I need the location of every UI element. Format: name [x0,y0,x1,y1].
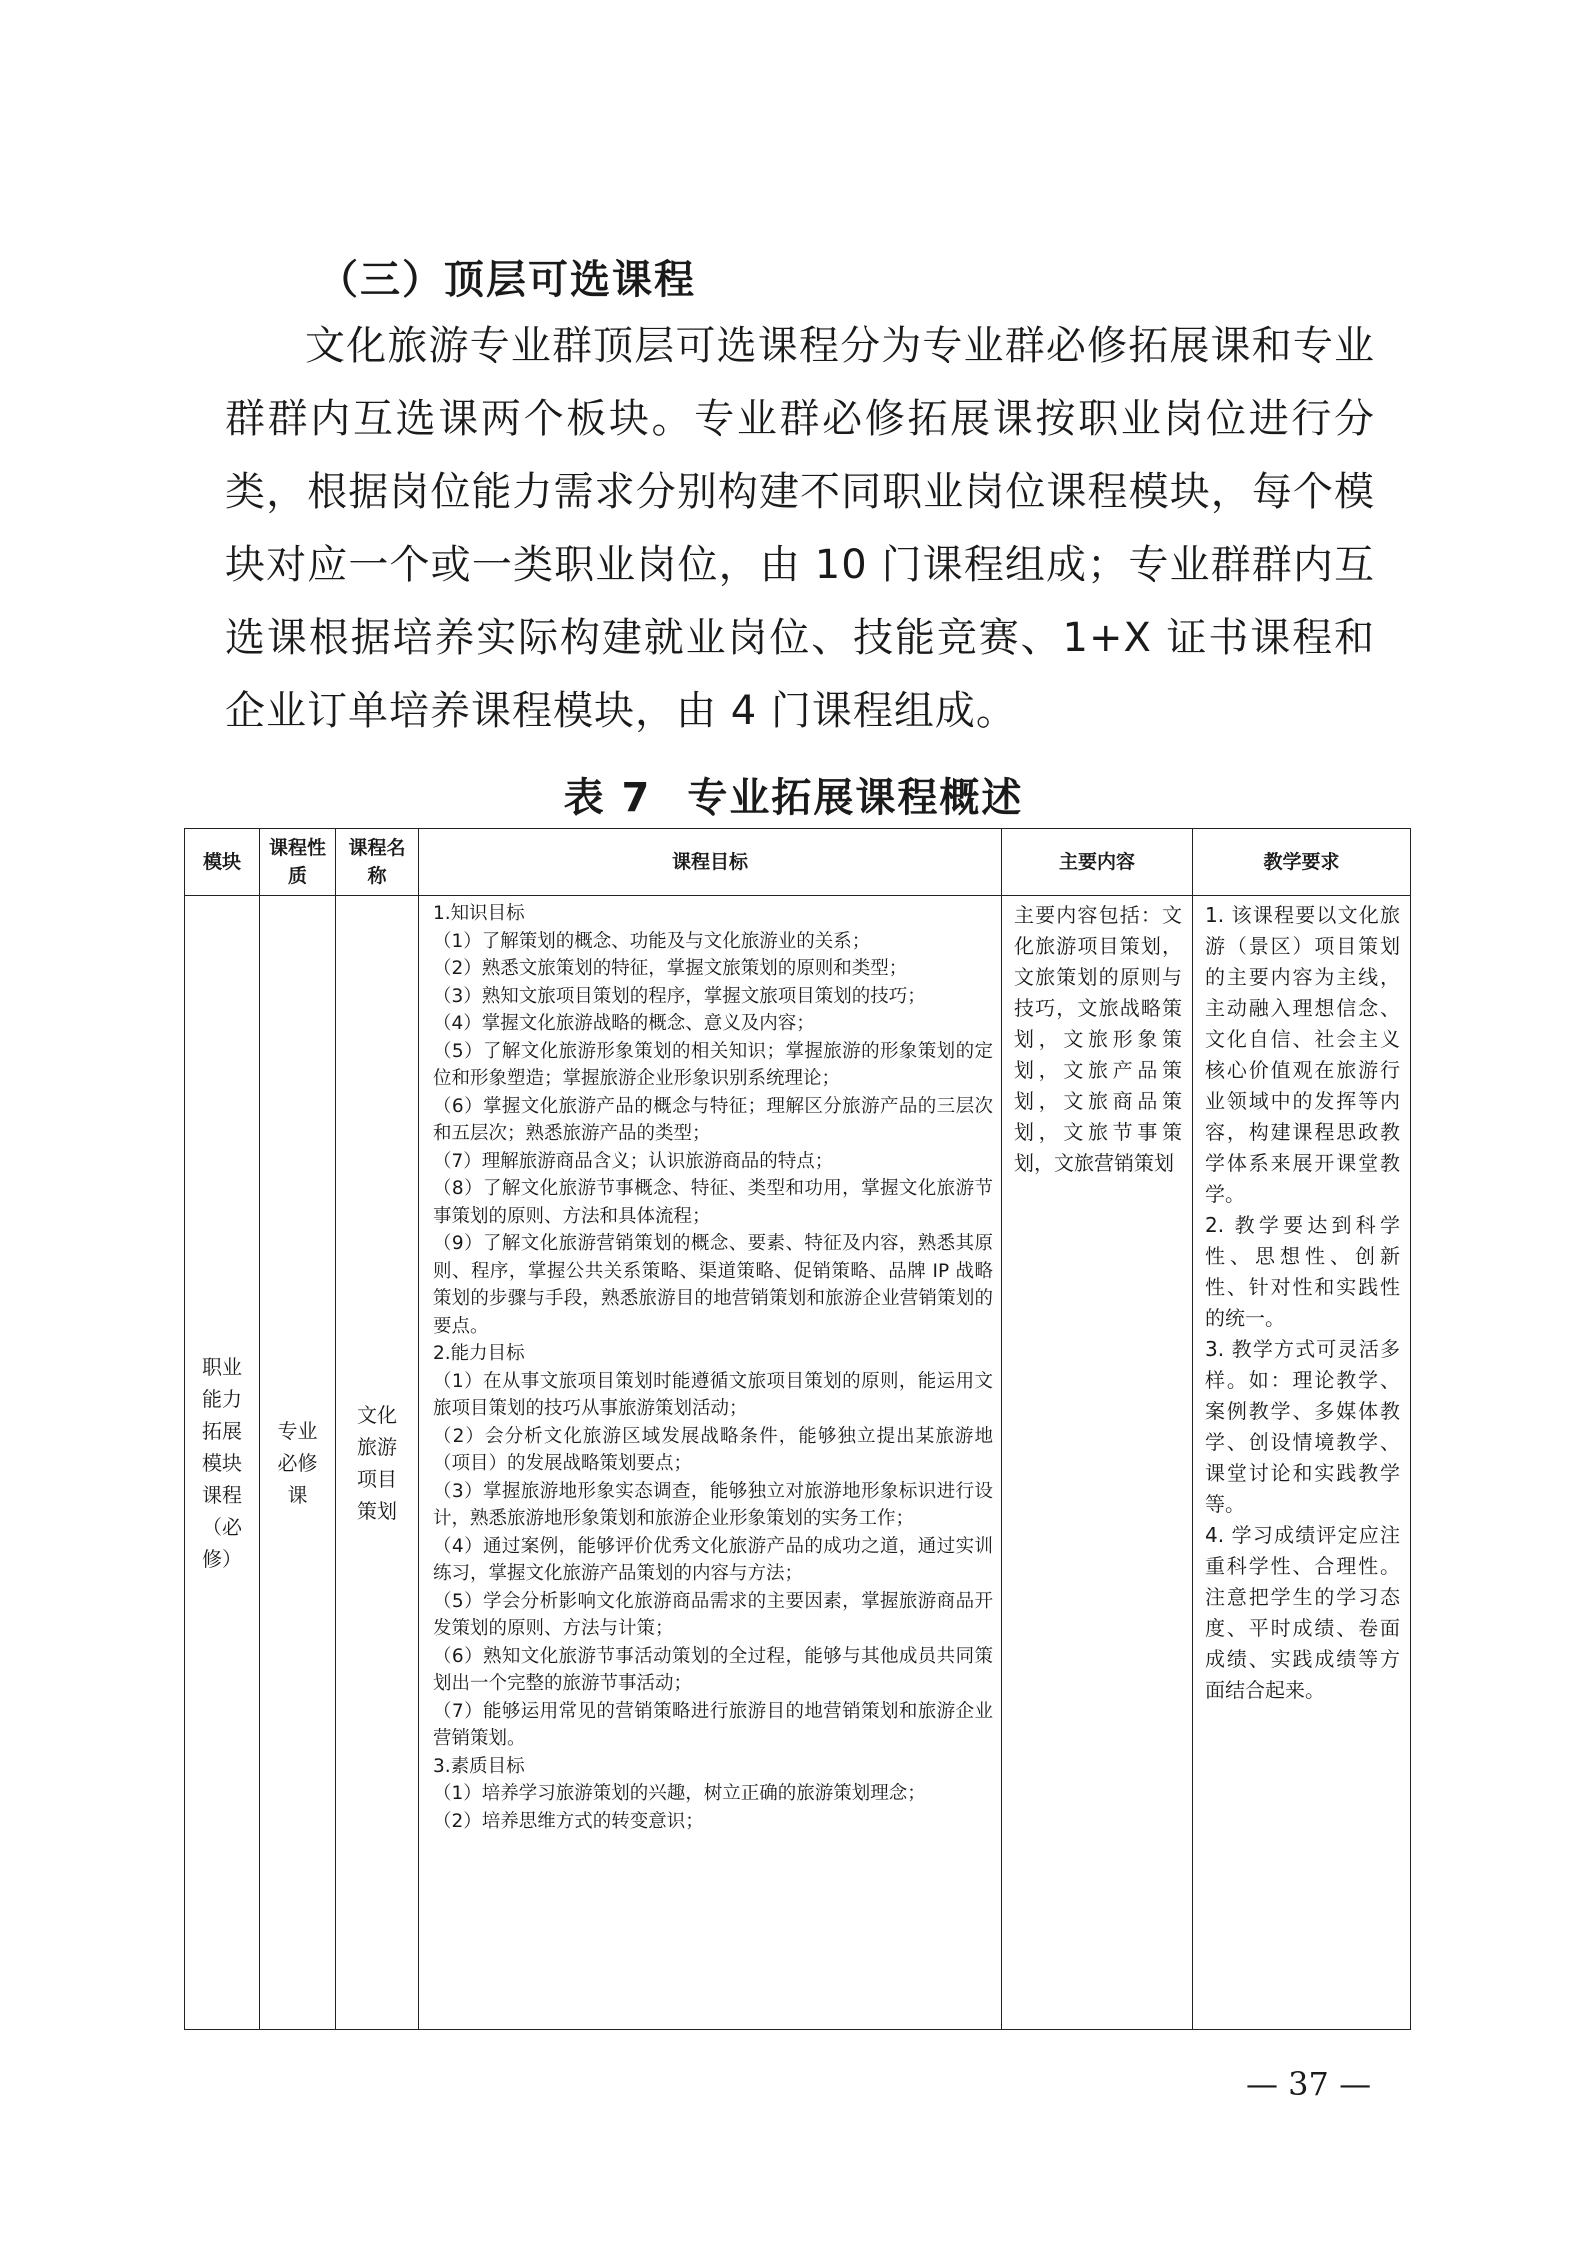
cell-name: 文化旅游项目策划 [336,896,419,2030]
header-goals: 课程目标 [419,829,1002,896]
goal-line: （1）了解策划的概念、功能及与文化旅游业的关系； [433,930,871,952]
requirement-line: 2. 教学要达到科学性、思想性、创新性、针对性和实践性的统一。 [1205,1213,1400,1330]
header-name: 课程名称 [336,829,419,896]
goal-line: （8）了解文化旅游节事概念、特征、类型和功用，掌握文化旅游节事策划的原则、方法和具体流程； [433,1178,993,1227]
table-caption-title: 专业拓展课程概述 [687,775,1024,821]
goal-line: 1.知识目标 [433,903,525,924]
cell-module: 职业能力拓展模块课程（必修） [185,896,260,2030]
header-nature: 课程性质 [260,829,336,896]
cell-content: 主要内容包括：文化旅游项目策划，文旅策划的原则与技巧，文旅战略策划，文旅形象策划，文旅产品策划，文旅商品策划，文旅节事策划，文旅营销策划 [1002,896,1193,2030]
goal-line: （2）培养思维方式的转变意识； [433,1810,704,1832]
table-caption [0,766,1587,823]
cell-nature: 专业必修课 [260,896,336,2030]
goal-line: （7）理解旅游商品含义；认识旅游商品的特点； [433,1150,834,1172]
goal-line: （9）了解文化旅游营销策划的概念、要素、特征及内容，熟悉其原则、程序，掌握公共关系策略、渠道策略、促销策略、品牌 IP 战略策划的步骤与手段，熟悉旅游目的地营销策划和旅游企业营销策划的要点。 [433,1233,993,1337]
goal-line: （4）通过案例，能够评价优秀文化旅游产品的成功之道，通过实训练习，掌握文化旅游产品策划的内容与方法； [433,1535,993,1584]
goal-line: （5）学会分析影响文化旅游商品需求的主要因素，掌握旅游商品开发策划的原则、方法与计策； [433,1590,993,1639]
header-module: 模块 [185,829,260,896]
section-heading: （三）顶层可选课程 [318,257,696,303]
goal-line: （1）在从事文旅项目策划时能遵循文旅项目策划的原则，能运用文旅项目策划的技巧从事旅游策划活动； [433,1370,993,1419]
requirement-line: 1. 该课程要以文化旅游（景区）项目策划的主要内容为主线，主动融入理想信念、文化自信、社会主义核心价值观在旅游行业领域中的发挥等内容，构建课程思政教学体系来展开课堂教学。 [1205,903,1400,1206]
goal-line: （3）熟知文旅项目策划的程序，掌握文旅项目策划的技巧； [433,985,926,1007]
table-header-row [185,829,1411,896]
cell-requirements [1193,896,1411,2030]
table-row [185,896,1411,2030]
goal-line: （7）能够运用常见的营销策略进行旅游目的地营销策划和旅游企业营销策划。 [433,1700,993,1749]
goal-line: （2）熟悉文旅策划的特征，掌握文旅策划的原则和类型； [433,958,908,979]
goal-line: （3）掌握旅游地形象实态调查，能够独立对旅游地形象标识进行设计，熟悉旅游地形象策划和旅游企业形象策划的实务工作； [433,1480,993,1529]
goal-line: （6）熟知文化旅游节事活动策划的全过程，能够与其他成员共同策划出一个完整的旅游节事活动； [433,1645,993,1694]
header-requirements: 教学要求 [1193,829,1411,896]
requirement-line: 4. 学习成绩评定应注重科学性、合理性。注意把学生的学习态度、平时成绩、卷面成绩、实践成绩等方面结合起来。 [1205,1523,1400,1702]
table-caption-label: 表 7 [563,775,652,821]
goal-line: （2）会分析文化旅游区域发展战略条件，能够独立提出某旅游地（项目）的发展战略策划要点； [433,1425,993,1474]
cell-goals [419,896,1002,2030]
intro-paragraph: 文化旅游专业群顶层可选课程分为专业群必修拓展课和专业群群内互选课两个板块。专业群必修拓展课按职业岗位进行分类，根据岗位能力需求分别构建不同职业岗位课程模块，每个模块对应一个或一类职业岗位，由 10 门课程组成；专业群群内互选课根据培养实际构建就业岗位、技能竞赛、1+X 证书课程和企业订单培养课程模块，由 4 门课程组成。 [225,323,1375,734]
goal-line: （6）掌握文化旅游产品的概念与特征；理解区分旅游产品的三层次和五层次；熟悉旅游产品的类型； [433,1095,993,1144]
requirement-line: 3. 教学方式可灵活多样。如：理论教学、案例教学、多媒体教学、创设情境教学、课堂讨论和实践教学等。 [1205,1337,1400,1516]
goal-line: （1）培养学习旅游策划的兴趣，树立正确的旅游策划理念； [433,1783,926,1804]
goal-line: 2.能力目标 [433,1343,525,1364]
goal-line: 3.素质目标 [433,1755,525,1777]
course-table [184,828,1411,2030]
goal-line: （4）掌握文化旅游战略的概念、意义及内容； [433,1013,815,1034]
page-number: — 37 — [1246,2065,1372,2103]
goal-line: （5）了解文化旅游形象策划的相关知识；掌握旅游的形象策划的定位和形象塑造；掌握旅游企业形象识别系统理论； [433,1040,993,1089]
header-content: 主要内容 [1002,829,1193,896]
